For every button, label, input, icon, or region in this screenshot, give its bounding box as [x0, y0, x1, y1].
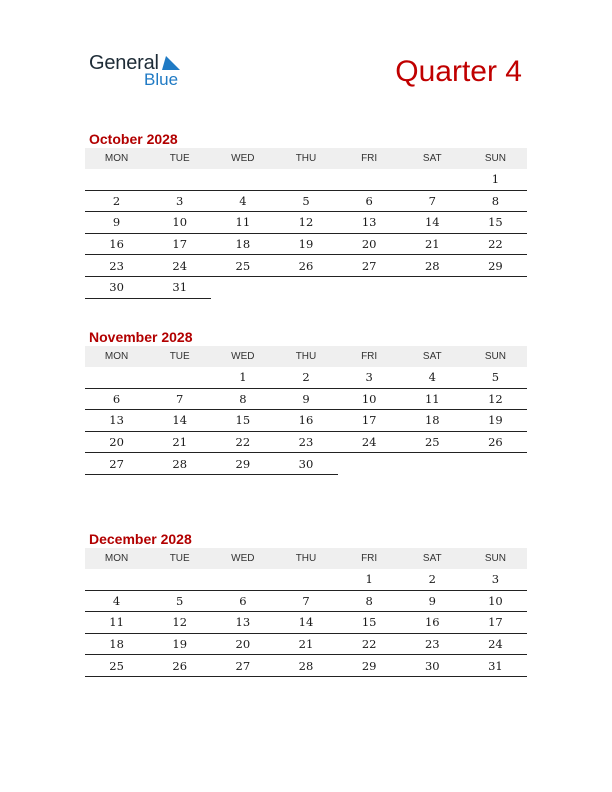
day-cell	[401, 276, 464, 298]
weekday-label: SAT	[401, 346, 464, 367]
day-cell: 21	[274, 633, 337, 655]
day-cell: 26	[464, 431, 527, 453]
day-cell: 24	[148, 255, 211, 277]
day-cell: 17	[148, 233, 211, 255]
day-cell: 20	[211, 633, 274, 655]
day-cell: 23	[401, 633, 464, 655]
weekday-label: TUE	[148, 346, 211, 367]
weekday-header	[85, 346, 527, 367]
day-cell: 7	[274, 590, 337, 612]
day-cell: 13	[338, 212, 401, 234]
weekday-label: MON	[85, 346, 148, 367]
month-november	[85, 328, 527, 475]
weekday-label: THU	[274, 346, 337, 367]
day-cell: 24	[338, 431, 401, 453]
day-cell: 18	[211, 233, 274, 255]
day-cell: 9	[401, 590, 464, 612]
day-cell: 2	[401, 569, 464, 590]
day-cell: 1	[464, 169, 527, 190]
day-cell: 22	[211, 431, 274, 453]
day-cell: 18	[85, 633, 148, 655]
day-cell: 2	[85, 190, 148, 212]
month-october	[85, 130, 527, 299]
day-cell: 26	[274, 255, 337, 277]
week-row	[85, 233, 527, 255]
day-cell: 28	[401, 255, 464, 277]
week-row	[85, 276, 527, 298]
day-cell: 24	[464, 633, 527, 655]
day-cell: 11	[401, 388, 464, 410]
day-cell: 12	[274, 212, 337, 234]
day-cell: 10	[148, 212, 211, 234]
week-row	[85, 453, 527, 475]
weekday-label: WED	[211, 346, 274, 367]
day-cell: 6	[85, 388, 148, 410]
day-cell	[211, 276, 274, 298]
day-cell: 30	[274, 453, 337, 475]
day-cell: 4	[401, 367, 464, 388]
week-row	[85, 655, 527, 677]
day-cell: 21	[148, 431, 211, 453]
day-cell: 25	[401, 431, 464, 453]
weekday-label: SUN	[464, 148, 527, 169]
day-cell: 16	[401, 612, 464, 634]
weekday-label: WED	[211, 548, 274, 569]
week-row	[85, 612, 527, 634]
day-cell: 26	[148, 655, 211, 677]
generalblue-logo	[89, 52, 189, 92]
day-cell	[148, 569, 211, 590]
weekday-label: TUE	[148, 548, 211, 569]
week-row	[85, 367, 527, 388]
day-cell: 17	[338, 410, 401, 432]
day-cell: 27	[338, 255, 401, 277]
day-cell: 9	[85, 212, 148, 234]
weekday-label: FRI	[338, 148, 401, 169]
day-cell: 31	[148, 276, 211, 298]
weekday-header	[85, 548, 527, 569]
day-cell: 27	[85, 453, 148, 475]
day-cell	[401, 453, 464, 475]
day-cell	[338, 169, 401, 190]
day-cell	[338, 453, 401, 475]
day-cell	[148, 169, 211, 190]
logo-text-blue: Blue	[144, 70, 179, 89]
week-row	[85, 388, 527, 410]
day-cell	[85, 569, 148, 590]
day-cell: 23	[274, 431, 337, 453]
day-cell: 30	[85, 276, 148, 298]
weekday-label: MON	[85, 148, 148, 169]
day-cell: 1	[338, 569, 401, 590]
day-cell: 10	[464, 590, 527, 612]
day-cell: 9	[274, 388, 337, 410]
day-cell: 19	[464, 410, 527, 432]
day-cell: 21	[401, 233, 464, 255]
weekday-label: SAT	[401, 148, 464, 169]
month-title: December 2028	[89, 531, 192, 547]
day-cell	[338, 276, 401, 298]
day-cell: 3	[338, 367, 401, 388]
day-cell: 23	[85, 255, 148, 277]
day-cell: 5	[148, 590, 211, 612]
day-cell: 4	[85, 590, 148, 612]
week-row	[85, 431, 527, 453]
week-row	[85, 569, 527, 590]
weekday-label: TUE	[148, 148, 211, 169]
day-cell: 22	[464, 233, 527, 255]
day-cell: 1	[211, 367, 274, 388]
day-cell	[464, 276, 527, 298]
weekday-header	[85, 148, 527, 169]
month-title: November 2028	[89, 329, 193, 345]
day-cell: 14	[401, 212, 464, 234]
week-row	[85, 410, 527, 432]
week-row	[85, 633, 527, 655]
day-cell: 18	[401, 410, 464, 432]
weekday-label: FRI	[338, 548, 401, 569]
weekday-label: SUN	[464, 346, 527, 367]
day-cell: 10	[338, 388, 401, 410]
weekday-label: FRI	[338, 346, 401, 367]
day-cell: 13	[211, 612, 274, 634]
day-cell: 5	[464, 367, 527, 388]
day-cell: 31	[464, 655, 527, 677]
day-cell	[464, 453, 527, 475]
day-cell	[274, 276, 337, 298]
day-cell: 20	[85, 431, 148, 453]
day-cell: 27	[211, 655, 274, 677]
day-cell: 25	[211, 255, 274, 277]
day-cell: 11	[85, 612, 148, 634]
day-cell: 2	[274, 367, 337, 388]
day-cell	[148, 367, 211, 388]
day-cell: 16	[274, 410, 337, 432]
logo-text-general: General	[89, 52, 159, 74]
day-cell	[211, 569, 274, 590]
month-title: October 2028	[89, 131, 178, 147]
month-december	[85, 530, 527, 677]
day-cell: 8	[464, 190, 527, 212]
day-cell: 5	[274, 190, 337, 212]
day-cell: 3	[464, 569, 527, 590]
day-cell: 28	[274, 655, 337, 677]
day-cell: 29	[464, 255, 527, 277]
day-cell: 25	[85, 655, 148, 677]
day-cell: 12	[148, 612, 211, 634]
week-row	[85, 212, 527, 234]
day-cell: 17	[464, 612, 527, 634]
week-row	[85, 190, 527, 212]
day-cell: 3	[148, 190, 211, 212]
day-cell	[85, 367, 148, 388]
day-cell: 19	[148, 633, 211, 655]
day-cell	[274, 569, 337, 590]
day-cell: 29	[211, 453, 274, 475]
weekday-label: SUN	[464, 548, 527, 569]
day-cell	[85, 169, 148, 190]
day-cell: 11	[211, 212, 274, 234]
weekday-label: THU	[274, 148, 337, 169]
day-cell	[211, 169, 274, 190]
day-cell: 8	[211, 388, 274, 410]
weekday-label: MON	[85, 548, 148, 569]
day-cell: 15	[211, 410, 274, 432]
day-cell: 29	[338, 655, 401, 677]
day-cell	[274, 169, 337, 190]
day-cell: 6	[211, 590, 274, 612]
calendar-table	[85, 548, 527, 677]
day-cell: 7	[401, 190, 464, 212]
day-cell: 13	[85, 410, 148, 432]
day-cell: 16	[85, 233, 148, 255]
day-cell: 19	[274, 233, 337, 255]
day-cell: 8	[338, 590, 401, 612]
weekday-label: THU	[274, 548, 337, 569]
day-cell: 7	[148, 388, 211, 410]
day-cell: 4	[211, 190, 274, 212]
logo-triangle-icon	[162, 56, 180, 70]
quarter-title: Quarter 4	[395, 55, 522, 88]
calendar-table	[85, 346, 527, 475]
day-cell: 15	[338, 612, 401, 634]
day-cell: 20	[338, 233, 401, 255]
weekday-label: WED	[211, 148, 274, 169]
weekday-label: SAT	[401, 548, 464, 569]
day-cell: 22	[338, 633, 401, 655]
day-cell: 6	[338, 190, 401, 212]
day-cell: 15	[464, 212, 527, 234]
calendar-table	[85, 148, 527, 299]
week-row	[85, 590, 527, 612]
week-row	[85, 255, 527, 277]
day-cell: 12	[464, 388, 527, 410]
day-cell	[401, 169, 464, 190]
day-cell: 30	[401, 655, 464, 677]
day-cell: 14	[148, 410, 211, 432]
day-cell: 28	[148, 453, 211, 475]
day-cell: 14	[274, 612, 337, 634]
week-row	[85, 169, 527, 190]
